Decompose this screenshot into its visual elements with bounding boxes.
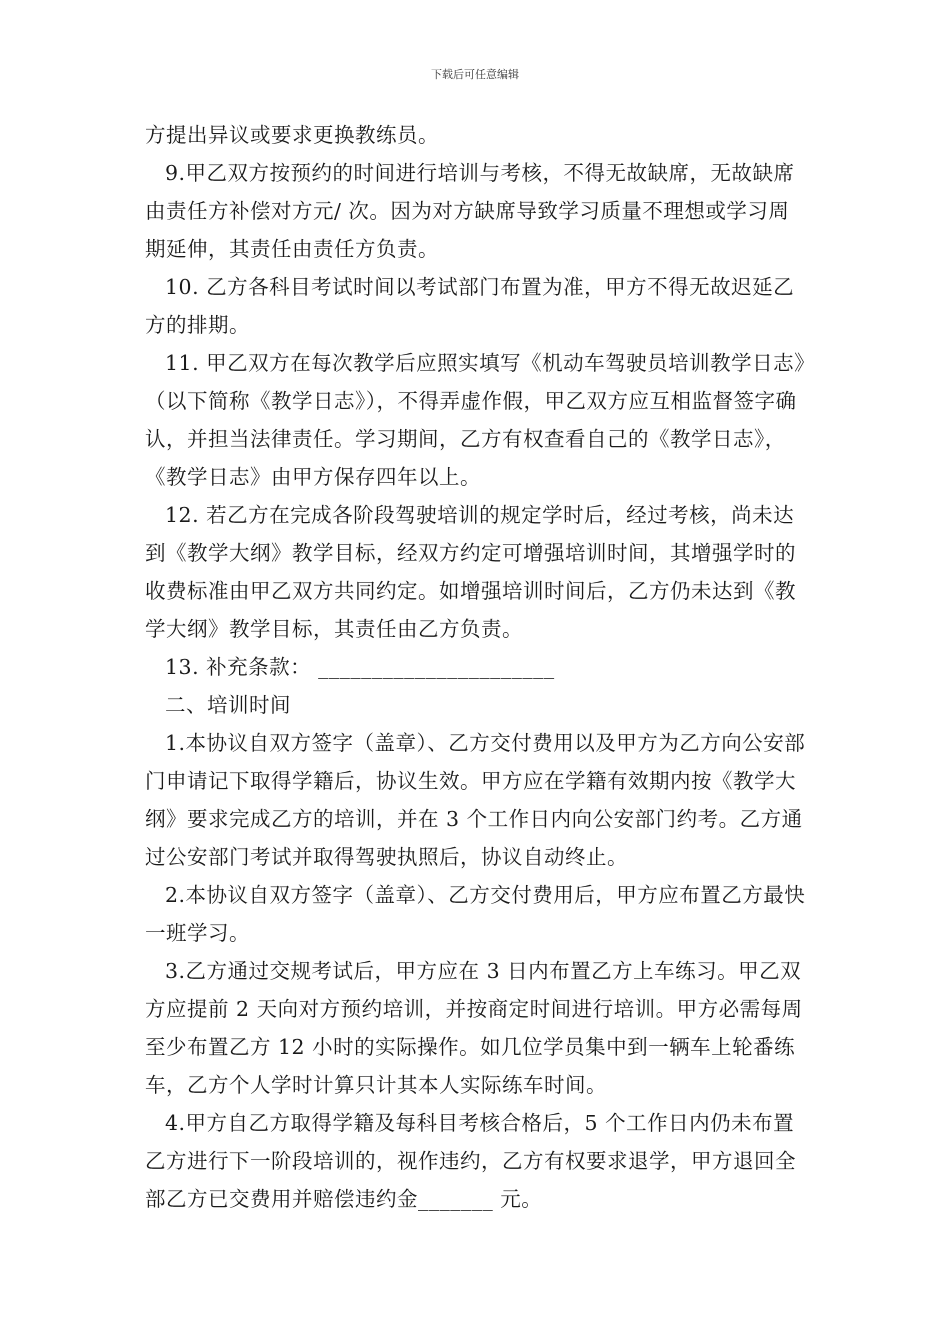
section-heading-training-time: 二、培训时间 <box>165 693 291 717</box>
training-clause-1: 1.本协议自双方签字（盖章）、乙方交付费用以及甲方为乙方向公安部门申请记下取得学籍后，协议生效。甲方应在学籍有效期内按《教学大纲》要求完成乙方的培训，并在 3 个工作日内向公安部门约考。乙方通过公安部门考试并取得驾驶执照后，协议自动终止。 <box>145 731 806 869</box>
training-clause-3: 3.乙方通过交规考试后，甲方应在 3 日内布置乙方上车练习。甲乙双方应提前 2 天向对方预约培训，并按商定时间进行培训。甲方必需每周至少布置乙方 12 小时的实际操作。如几位学员集中到一辆车上轮番练车，乙方个人学时计算只计其本人实际练车时间。 <box>145 959 803 1097</box>
clause-12: 12. 若乙方在完成各阶段驾驶培训的规定学时后，经过考核，尚未达到《教学大纲》教学目标，经双方约定可增强培训时间，其增强学时的收费标准由甲乙双方共同约定。如增强培训时间后，乙方仍未达到《教学大纲》教学目标，其责任由乙方负责。 <box>145 503 796 641</box>
document-body <box>145 116 810 1218</box>
training-clause-4: 4.甲方自乙方取得学籍及每科目考核合格后，5 个工作日内仍未布置乙方进行下一阶段培训的，视作违约，乙方有权要求退学，甲方退回全部乙方已交费用并赔偿违约金_______ 元。 <box>145 1111 796 1211</box>
clause-11: 11. 甲乙双方在每次教学后应照实填写《机动车驾驶员培训教学日志》（以下简称《教学日志》），不得弄虚作假，甲乙双方应互相监督签字确认，并担当法律责任。学习期间，乙方有权查看自己的《教学日志》，《教学日志》由甲方保存四年以上。 <box>145 351 805 489</box>
page-header: 下载后可任意编辑 <box>431 68 519 81</box>
clause-9: 9.甲乙双方按预约的时间进行培训与考核，不得无故缺席，无故缺席由责任方补偿对方元/ 次。因为对方缺席导致学习质量不理想或学习周期延伸，其责任由责任方负责。 <box>145 161 795 261</box>
clause-13: 13. 补充条款： ______________________ <box>165 655 555 679</box>
training-clause-2: 2.本协议自双方签字（盖章）、乙方交付费用后，甲方应布置乙方最快一班学习。 <box>145 883 806 945</box>
clause-10: 10. 乙方各科目考试时间以考试部门布置为准，甲方不得无故迟延乙方的排期。 <box>145 275 795 337</box>
paragraph-continuation: 方提出异议或要求更换教练员。 <box>145 123 439 147</box>
